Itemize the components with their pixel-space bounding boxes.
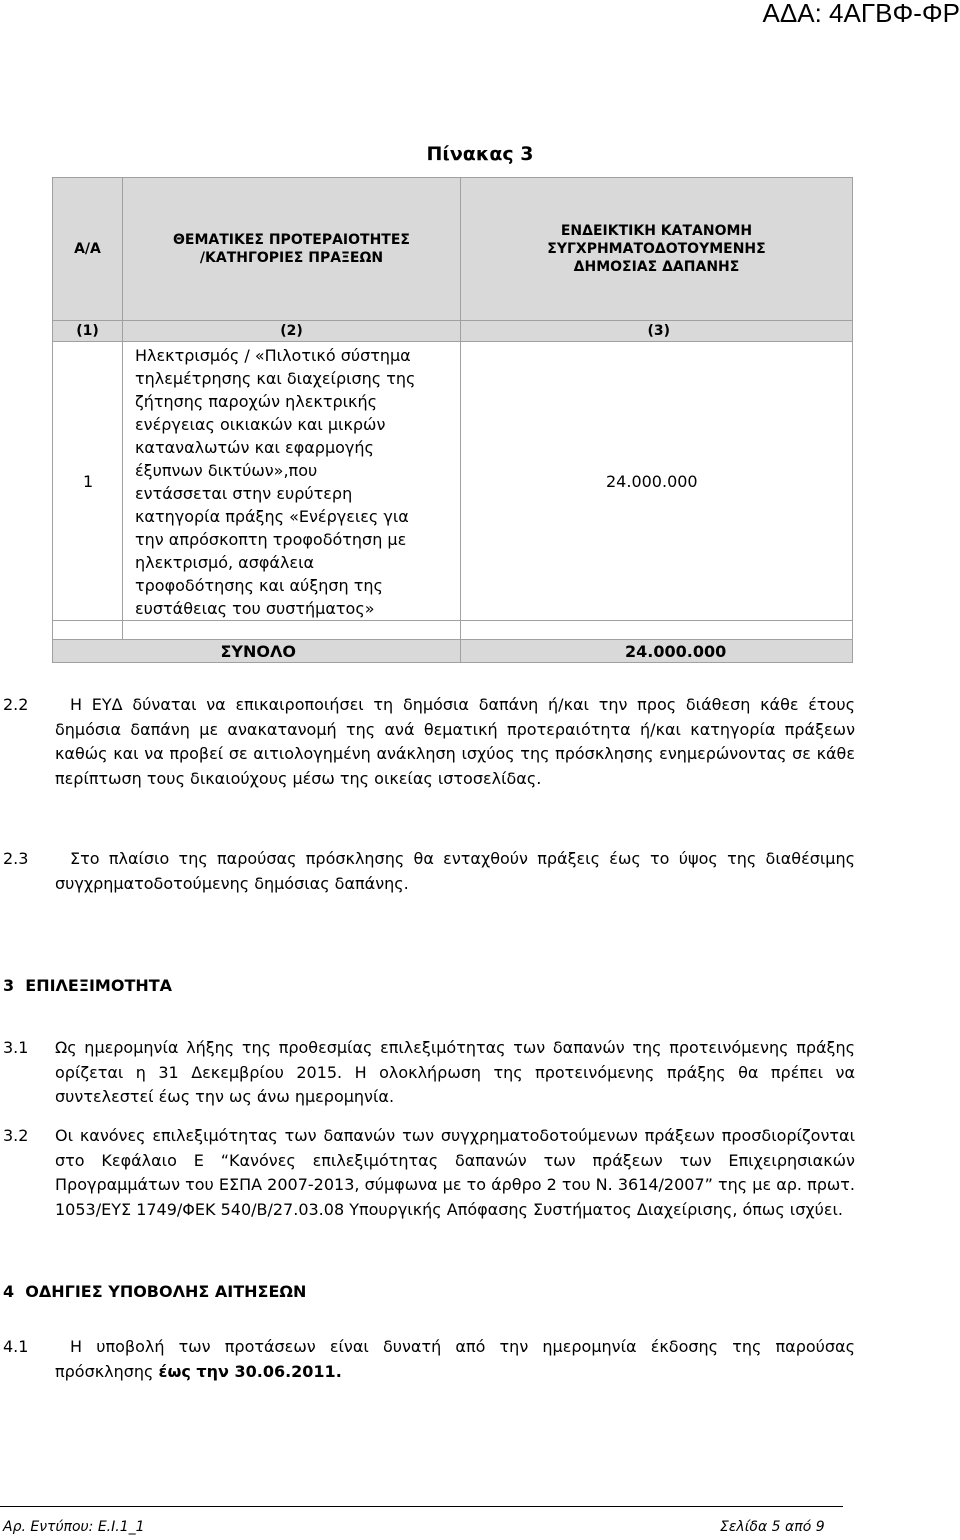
total-row (53, 640, 853, 663)
para-3-1-number: 3.1 (3, 1038, 29, 1057)
col-num-3: (3) (461, 321, 853, 342)
para-2-2-number: 2.2 (3, 695, 29, 714)
col-num-1: (1) (53, 321, 123, 342)
table-title: Πίνακας 3 (426, 143, 534, 165)
para-4-1: Η υποβολή των προτάσεων είναι δυνατή από την ημερομηνία έκδοσης της παρούσας πρόσκλησης έως την 30.06.2011. (55, 1337, 855, 1381)
para-4-1-number: 4.1 (3, 1337, 29, 1356)
row-description: Ηλεκτρισμός / «Πιλοτικό σύστημα τηλεμέτρησης και διαχείρισης της ζήτησης παροχών ηλεκτρικής ενέργειας οικιακών και μικρών καταναλωτών και εφαρμογής έξυπνων δικτύων»,που εντάσσεται στην ευρύτερη κατηγορία πράξης «Ενέργειες για την απρόσκοπτη τροφοδότηση με ηλεκτρισμό, ασφάλεια τροφοδότησης και αύξηση της ευστάθειας του συστήματος» (123, 342, 461, 621)
section-3-heading: 3 ΕΠΙΛΕΞΙΜΟΤΗΤΑ (3, 976, 173, 995)
header-priorities: ΘΕΜΑΤΙΚΕΣ ΠΡΟΤΕΡΑΙΟΤΗΤΕΣ /ΚΑΤΗΓΟΡΙΕΣ ΠΡΑΞΕΩΝ (123, 178, 461, 321)
para-2-2: Η ΕΥΔ δύναται να επικαιροποιήσει τη δημόσια δαπάνη ή/και την προς διάθεση κάθε έτους δημόσια δαπάνη με ανακατανομή της ανά θεματική προτεραιότητα ή/και κατηγορία πράξεων καθώς και να προβεί σε αιτιολογημένη ανάκληση ισχύος της πρόσκλησης ενημερώνοντας σε κάθε περίπτωση τους δικαιούχους μέσω της οικείας ιστοσελίδας. (55, 695, 855, 788)
para-2-3-number: 2.3 (3, 849, 29, 868)
deadline-date: έως την 30.06.2011. (158, 1361, 342, 1381)
total-label: ΣΥΝΟΛΟ (53, 640, 461, 663)
row-aa: 1 (53, 342, 123, 621)
allocation-table (52, 177, 853, 663)
para-2-3: Στο πλαίσιο της παρούσας πρόσκλησης θα ενταχθούν πράξεις έως το ύψος της διαθέσιμης συγχρηματοδοτούμενης δημόσιας δαπάνης. (55, 849, 855, 893)
para-3-2: Οι κανόνες επιλεξιμότητας των δαπανών των συγχρηματοδοτούμενων πράξεων προσδιορίζονται στο Κεφάλαιο Ε “Κανόνες επιλεξιμότητας δαπανών των πράξεων των Επιχειρησιακών Προγραμμάτων του ΕΣΠΑ 2007-2013, σύμφωνα με το άρθρο 2 του Ν. 3614/2007” της με αρ. πρωτ. 1053/ΕΥΣ 1749/ΦΕΚ 540/Β/27.03.08 Υπουργικής Απόφασης Συστήματος Διαχείρισης, όπως ισχύει. (55, 1126, 855, 1219)
col-num-2: (2) (123, 321, 461, 342)
table-header-row (53, 178, 853, 321)
para-3-2-number: 3.2 (3, 1126, 29, 1145)
footer-form-number: Αρ. Εντύπου: Ε.Ι.1_1 (3, 1519, 145, 1535)
header-allocation: ΕΝΔΕΙΚΤΙΚΗ ΚΑΤΑΝΟΜΗ ΣΥΓΧΡΗΜΑΤΟΔΟΤΟΥΜΕΝΗΣ ΔΗΜΟΣΙΑΣ ΔΑΠΑΝΗΣ (461, 178, 853, 321)
row-amount: 24.000.000 (461, 342, 853, 621)
footer-page-number: Σελίδα 5 από 9 (720, 1519, 825, 1535)
blank-row (53, 621, 853, 640)
section-4-heading: 4 ΟΔΗΓΙΕΣ ΥΠΟΒΟΛΗΣ ΑΙΤΗΣΕΩΝ (3, 1282, 307, 1301)
ada-code: ΑΔΑ: 4ΑΓΒΦ-ΦΡ (762, 0, 960, 28)
table-row (53, 342, 853, 621)
header-aa: Α/Α (53, 178, 123, 321)
column-number-row (53, 321, 853, 342)
para-3-1: Ως ημερομηνία λήξης της προθεσμίας επιλεξιμότητας των δαπανών της προτεινόμενης πράξης ορίζεται η 31 Δεκεμβρίου 2015. Η ολοκλήρωση της προτεινόμενης πράξης θα πρέπει να συντελεστεί έως την ως άνω ημερομηνία. (55, 1038, 855, 1106)
footer-divider (0, 1506, 843, 1507)
total-amount: 24.000.000 (461, 640, 853, 663)
